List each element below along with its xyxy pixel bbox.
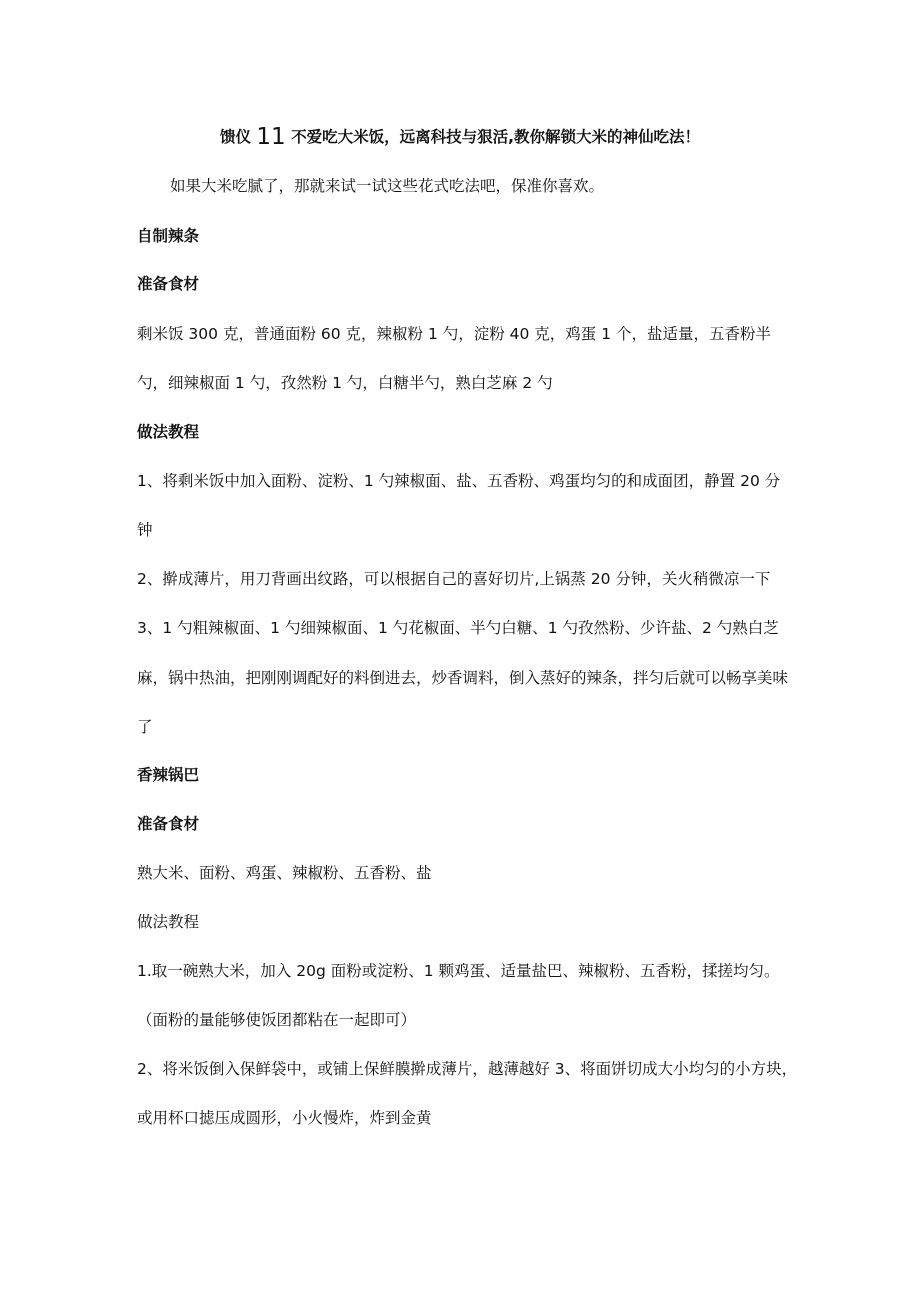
section2-step1-line1: 1.取一碗熟大米，加入 20g 面粉或淀粉、1 颗鸡蛋、适量盐巴、辣椒粉、五香粉，揉搓均匀。: [137, 962, 780, 980]
section1-step3-line1: 3、1 勺粗辣椒面、1 勺细辣椒面、1 勺花椒面、半勺白糖、1 勺孜然粉、少许盐、2 勺熟白芝: [137, 619, 779, 637]
section2-step2-line1: 2、将米饭倒入保鲜袋中，或铺上保鲜膜擀成薄片，越薄越好 3、将面饼切成大小均匀的小方块，: [137, 1060, 798, 1078]
title-number: 11: [256, 124, 286, 150]
intro-paragraph: 如果大米吃腻了，那就来试一试这些花式吃法吧，保准你喜欢。: [170, 177, 605, 195]
section2-step1-line2: （面粉的量能够使饭团都粘在一起即可）: [137, 1011, 417, 1029]
section1-step2-line1: 2、擀成薄片，用刀背画出纹路，可以根据自己的喜好切片,上锅蒸 20 分钟，关火稍微凉一下: [137, 570, 771, 588]
section2-heading: 香辣锅巴: [137, 766, 200, 784]
section1-step1-line1: 1、将剩米饭中加入面粉、淀粉、1 勺辣椒面、盐、五香粉、鸡蛋均匀的和成面团，静置 20 分: [137, 472, 781, 490]
section2-step2-line2: 或用杯口摅压成圆形，小火慢炸，炸到金黄: [137, 1109, 432, 1127]
section2-method-heading: 做法教程: [137, 913, 200, 931]
section1-method-heading: 做法教程: [137, 423, 200, 441]
section1-ingredients-heading: 准备食材: [137, 275, 200, 293]
section2-ingredients-heading: 准备食材: [137, 815, 200, 833]
title-text: 不爱吃大米饭，远离科技与狠活,教你解锁大米的神仙吃法！: [291, 128, 700, 146]
title-prefix: 馈仪: [220, 128, 252, 146]
section1-step3-line3: 了: [137, 718, 153, 736]
section1-ingredients-line1: 剩米饭 300 克，普通面粉 60 克，辣椒粉 1 勺，淀粉 40 克，鸡蛋 1 个，盐适量，五香粉半: [137, 325, 772, 343]
section2-ingredients-line1: 熟大米、面粉、鸡蛋、辣椒粉、五香粉、盐: [137, 864, 432, 882]
document-title: [0, 124, 920, 150]
section1-heading: 自制辣条: [137, 227, 200, 245]
section1-step3-line2: 麻，锅中热油，把刚刚调配好的料倒进去，炒香调料，倒入蒸好的辣条，拌匀后就可以畅享美味: [137, 669, 789, 687]
section1-ingredients-line2: 勺，细辣椒面 1 勺，孜然粉 1 勺，白糖半勺，熟白芝麻 2 勺: [137, 374, 553, 392]
section1-step1-line2: 钟: [137, 521, 153, 539]
